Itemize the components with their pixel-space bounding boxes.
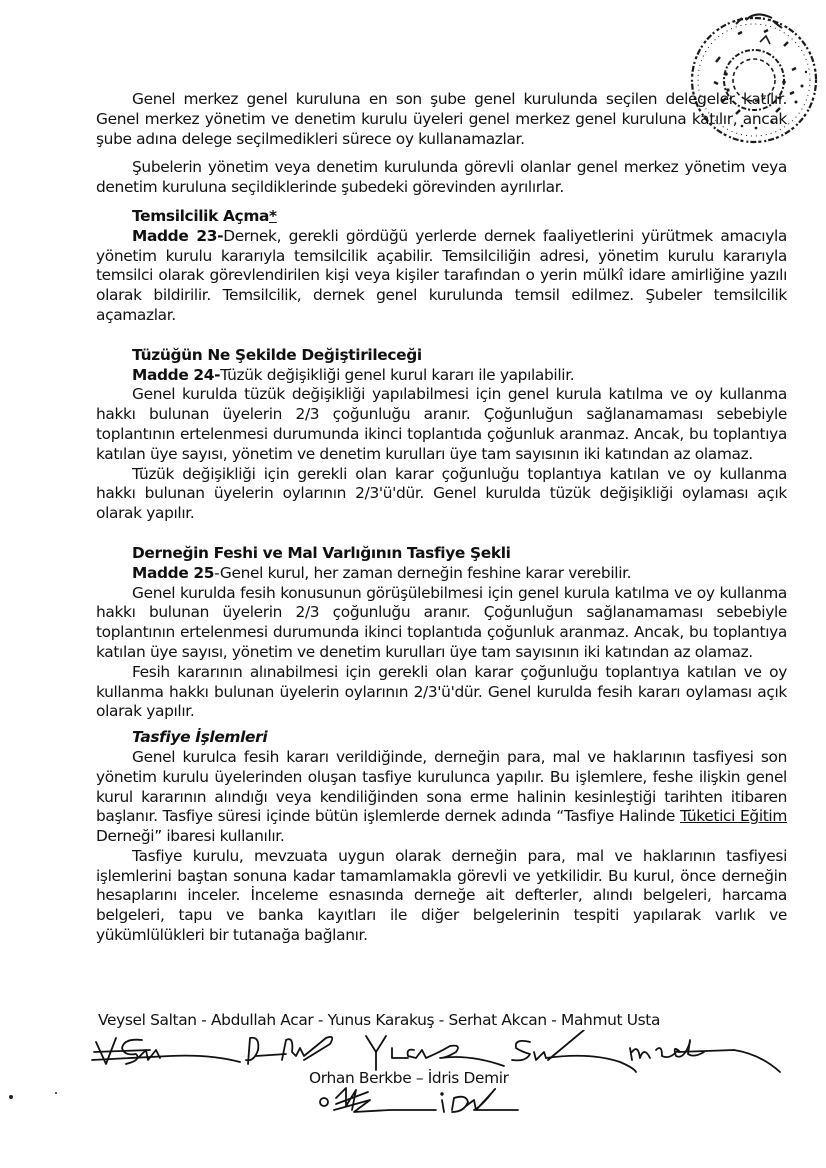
signature-orhan-berkbe-icon bbox=[320, 1088, 436, 1112]
madde-25-paragraph-3: Fesih kararının alınabilmesi için gerekli olan karar çoğunluğu toplantıya katılan ve oy kullanma hakkı bulunan üyelerin oylarının 2/3'ü'dür. Genel kurulda fesih kararı oylaması açık olarak yapılır. bbox=[96, 662, 787, 721]
section-heading-tasfiye-islemleri: Tasfiye İşlemleri bbox=[132, 728, 268, 747]
document-body bbox=[96, 90, 787, 946]
intro-paragraph-2: Şubelerin yönetim veya denetim kurulunda görevli olanlar genel merkez yönetim veya denetim kuruluna seçildiklerinde şubedeki görevinden ayrılırlar. bbox=[96, 158, 787, 197]
madde-label: Madde 23- bbox=[132, 226, 224, 245]
tasfiye-text-before: Genel kurulca fesih kararı verildiğinde, derneğin para, mal ve haklarının tasfiyesi son yönetim kurulu üyelerinden oluşan tasfiye kurulunca yapılır. Bu işlemlere, feshe ilişkin genel kurul kararının alındığı veya kendiliğinden sona erme halinin kesinleştiği tarihten itibaren başlanır. Tasfiye süresi içinde bütün işlemlerde dernek adında “Tasfiye Halinde bbox=[96, 747, 787, 826]
madde-label: Madde 25 bbox=[132, 563, 215, 582]
signature-serhat-akcan-icon bbox=[512, 1030, 636, 1072]
signature-yunus-karakus-icon bbox=[366, 1036, 504, 1070]
tasfiye-paragraph-2: Tasfiye kurulu, mevzuata uygun olarak derneğin para, mal ve haklarının tasfiyesi işlemlerini baştan sonuna kadar tamamlamakla görevli ve yetkilidir. Bu kurul, önce derneğin hesaplarını inceler. İnceleme esnasında derneğe ait defterler, alındı belgeleri, harcama belgeleri, tapu ve banka kayıtları ile diğer belgelerinin tespiti yapılarak varlık ve yükümlülükleri bir tutanağa bağlanır. bbox=[96, 846, 787, 945]
association-name-underlined: Tüketici Eğitim bbox=[679, 807, 787, 826]
madde-23-paragraph bbox=[96, 227, 787, 326]
madde-25-paragraph-2: Genel kurulda fesih konusunun görüşülebilmesi için genel kurula katılma ve oy kullanma hakkı bulunan üyelerin 2/3 çoğunluğu aranır. Çoğunluğun sağlanamaması sebebiyle toplantının ertelenmesi durumunda ikinci toplantıda çoğunluk aranmaz. Ancak, bu toplantıya katılan üye sayısı, yönetim ve denetim kurulları üye tam sayısının iki katından az olamaz. bbox=[96, 583, 787, 661]
madde-text: Tüzük değişikliği genel kurul kararı ile yapılabilir. bbox=[220, 365, 575, 384]
signature-veysel-saltan-icon bbox=[92, 1038, 240, 1064]
heading-footnote-mark: * bbox=[269, 206, 277, 225]
signatories-row-2: Orhan Berkbe – İdris Demir bbox=[309, 1069, 509, 1087]
signature-idris-demir-icon bbox=[441, 1089, 518, 1112]
section-heading-dernegin-feshi: Derneğin Feshi ve Mal Varlığının Tasfiye Şekli bbox=[132, 543, 511, 562]
madde-24-paragraph-3: Tüzük değişikliği için gerekli olan karar çoğunluğu toplantıya katılan ve oy kullanma hakkı bulunan üyelerin oylarının 2/3'ü'dür. Genel kurulda tüzük değişikliği oylaması açık olarak yapılır. bbox=[96, 464, 787, 523]
scan-speck bbox=[9, 1095, 13, 1099]
madde-25-paragraph bbox=[96, 564, 787, 584]
tasfiye-paragraph-1 bbox=[96, 748, 787, 847]
madde-24-paragraph-2: Genel kurulda tüzük değişikliği yapılabilmesi için genel kurula katılma ve oy kullanma hakkı bulunan üyelerin 2/3 çoğunluğu aranır. Çoğunluğun sağlanamaması sebebiyle toplantının ertelenmesi durumunda ikinci toplantıda çoğunluk aranmaz. Ancak, bu toplantıya katılan üye sayısı, yönetim ve denetim kurulları üye tam sayısının iki katından az olamaz. bbox=[96, 385, 787, 463]
madde-text: -Genel kurul, her zaman derneğin feshine karar verebilir. bbox=[214, 563, 632, 582]
intro-paragraph-1: Genel merkez genel kuruluna en son şube genel kurulunda seçilen delegeler katılır. Genel merkez yönetim ve denetim kurulu üyeleri genel merkez genel kuruluna katılır, ancak şube adına delege seçilmedikleri sürece oy kullanamazlar. bbox=[96, 90, 787, 148]
signature-mahmut-usta-icon bbox=[630, 1040, 780, 1072]
madde-label: Madde 24- bbox=[132, 365, 221, 384]
section-heading-tuzuk-degisikligi: Tüzüğün Ne Şekilde Değiştirileceği bbox=[132, 345, 422, 364]
heading-text: Temsilcilik Açma bbox=[132, 206, 270, 225]
signatories-row-1: Veysel Saltan - Abdullah Acar - Yunus Karakuş - Serhat Akcan - Mahmut Usta bbox=[98, 1011, 661, 1029]
scan-speck bbox=[55, 1092, 57, 1094]
madde-text: Dernek, gerekli gördüğü yerlerde dernek faaliyetlerini yürütmek amacıyla yönetim kurulu kararıyla temsilcilik açabilir. Temsilciliğin adresi, yönetim kurulu kararıyla temsilci olarak görevlendirilen kişi veya kişiler tarafından o yerin mülkî idare amirliğine yazılı olarak bildirilir. Temsilcilik, dernek genel kurulunda temsil edilmez. Şubeler temsilcilik açamazlar. bbox=[96, 226, 787, 324]
tasfiye-text-after: Derneği” ibaresi kullanılır. bbox=[96, 827, 285, 846]
signature-abdullah-acar-icon bbox=[246, 1037, 332, 1064]
madde-24-paragraph bbox=[96, 366, 787, 386]
section-heading-temsilcilik bbox=[96, 207, 787, 227]
